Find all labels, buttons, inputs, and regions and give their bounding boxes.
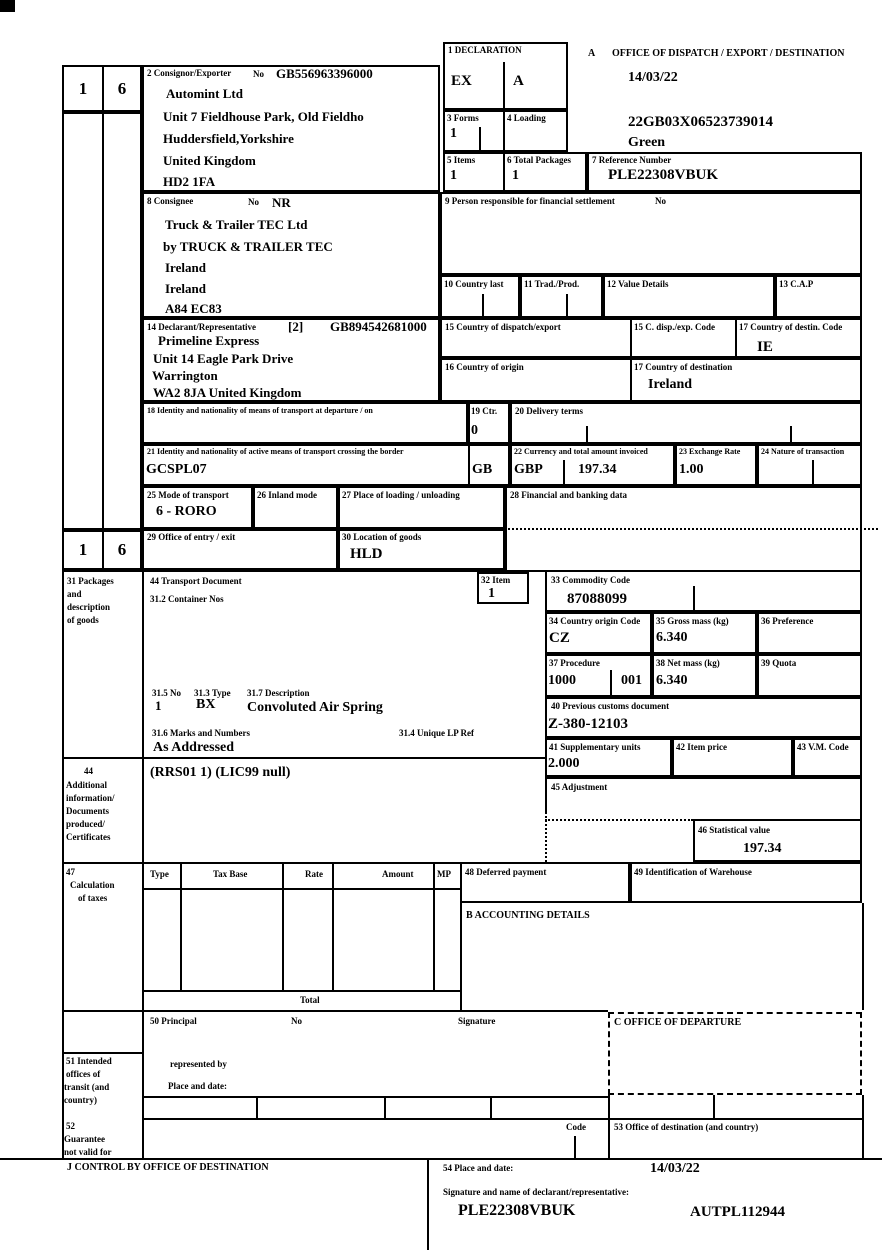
- box14-address-line: Unit 14 Eagle Park Drive: [153, 351, 294, 366]
- col44-label-line: Additional: [66, 780, 108, 790]
- box21-value: GCSPL07: [146, 462, 207, 477]
- box36-label: 36 Preference: [761, 616, 814, 626]
- box2-address-line: HD2 1FA: [163, 174, 216, 189]
- box39-label: 39 Quota: [761, 658, 797, 668]
- box8-address-line: Truck & Trailer TEC Ltd: [165, 217, 308, 232]
- box1-declaration-type: EX: [451, 73, 472, 89]
- box25-value: 6 - RORO: [156, 504, 217, 519]
- sectionC-label: C OFFICE OF DEPARTURE: [614, 1017, 742, 1028]
- box22-label: 22 Currency and total amount invoiced: [514, 447, 648, 456]
- box31-2-label: 31.2 Container Nos: [150, 594, 224, 604]
- box31-6-label: 31.6 Marks and Numbers: [152, 728, 251, 738]
- box14-label: 14 Declarant/Representative: [147, 322, 257, 332]
- tax-header-rate: Rate: [305, 869, 323, 879]
- box44t-label: 44 Transport Document: [150, 576, 242, 586]
- box17-label: 17 Country of destination: [634, 362, 733, 372]
- copy-number-1-mid: [62, 530, 104, 570]
- sectionA-date: 14/03/22: [628, 70, 678, 85]
- col47-label-line: 47: [66, 867, 75, 877]
- copy-number-1-mid-text: 1: [78, 540, 88, 559]
- col44-label-line: 44: [84, 766, 93, 776]
- box2-address-line: Huddersfield,Yorkshire: [163, 131, 294, 146]
- box16-label: 16 Country of origin: [445, 362, 524, 372]
- sectionA-routing: Green: [628, 135, 666, 150]
- border-line: [62, 1010, 608, 1012]
- transit-table-line: [142, 1096, 608, 1098]
- box32-value: 1: [488, 586, 495, 601]
- col51-label-line: 51 Intended: [66, 1056, 112, 1066]
- box2-consignor-exporter: [142, 65, 440, 192]
- box21-divider-line: [468, 444, 470, 486]
- box54-signature-name: PLE22308VBUK: [458, 1202, 576, 1219]
- box18-label: 18 Identity and nationality of means of transport at departure / on: [147, 406, 373, 415]
- box38-value: 6.340: [656, 673, 688, 688]
- box5-value: 1: [450, 168, 457, 183]
- border-line: [862, 1095, 864, 1158]
- box31-5-label: 31.5 No: [152, 688, 181, 698]
- box14-address-line: Primeline Express: [158, 333, 260, 348]
- left-column-cell: [62, 112, 104, 530]
- box7-value: PLE22308VBUK: [608, 167, 719, 183]
- box1-divider-line: [503, 62, 505, 110]
- box50-signature-label: Signature: [458, 1016, 496, 1026]
- dotted-line: [545, 819, 693, 821]
- box3-value: 1: [450, 126, 457, 141]
- box30-label: 30 Location of goods: [342, 532, 422, 542]
- tax-table-total-line: [142, 990, 460, 992]
- copy-number-6-text: 6: [117, 78, 127, 98]
- col51-label-line: transit (and: [64, 1082, 110, 1092]
- tick-mark: [566, 294, 568, 318]
- tick-mark: [479, 127, 481, 152]
- box17a-value: IE: [757, 339, 773, 355]
- col31-label-line: description: [67, 602, 111, 612]
- copy-number-1: [62, 65, 104, 112]
- box22-currency: GBP: [514, 462, 543, 477]
- sectionJ-label: J CONTROL BY OFFICE OF DESTINATION: [67, 1162, 269, 1173]
- box33-value: 87088099: [567, 591, 627, 607]
- box19-value: 0: [471, 423, 478, 438]
- box26-label: 26 Inland mode: [257, 490, 318, 500]
- box17a-label: 17 Country of destin. Code: [739, 322, 843, 332]
- border-line: [0, 1158, 882, 1160]
- tax-table-column-line: [282, 862, 284, 990]
- tick-mark: [790, 426, 792, 444]
- box44-value: (RRS01 1) (LIC99 null): [150, 765, 291, 780]
- tax-table-column-line: [332, 862, 334, 990]
- copy-number-6-mid-text: 6: [117, 540, 127, 559]
- col31-label-line: of goods: [67, 615, 99, 625]
- tick-mark: [574, 1136, 576, 1158]
- box41-value: 2.000: [548, 756, 580, 771]
- tax-total-label: Total: [300, 995, 320, 1005]
- border-line: [142, 570, 144, 1158]
- box54-signature-code: AUTPL112944: [690, 1204, 786, 1220]
- transit-table-line: [256, 1096, 258, 1118]
- box2-label: 2 Consignor/Exporter: [147, 68, 232, 78]
- box21-label: 21 Identity and nationality of active means of transport crossing the border: [147, 447, 404, 456]
- box25-label: 25 Mode of transport: [147, 490, 229, 500]
- tick-mark: [693, 586, 695, 612]
- box54-date: 14/03/22: [650, 1161, 700, 1176]
- tick-mark: [812, 460, 814, 486]
- box28-label: 28 Financial and banking data: [510, 490, 628, 500]
- box41-label: 41 Supplementary units: [549, 742, 641, 752]
- box17-value: Ireland: [648, 377, 693, 392]
- box40-label: 40 Previous customs document: [551, 701, 670, 711]
- col31-label-line: and: [67, 589, 82, 599]
- box54-signature-label: Signature and name of declarant/representative:: [443, 1187, 629, 1197]
- box29-label: 29 Office of entry / exit: [147, 532, 236, 542]
- box19-label: 19 Ctr.: [471, 406, 498, 416]
- col44-label-line: information/: [66, 793, 115, 803]
- box31-7-label: 31.7 Description: [247, 688, 310, 698]
- left-column-cell: [102, 112, 142, 530]
- tax-header-type: Type: [150, 869, 169, 879]
- tick-mark: [482, 294, 484, 318]
- box15a-label: 15 C. disp./exp. Code: [634, 322, 716, 332]
- box8-address-line: A84 EC83: [165, 301, 222, 316]
- tick-mark: [610, 670, 612, 697]
- box22-amount: 197.34: [578, 462, 617, 477]
- col44-label-line: Certificates: [66, 832, 111, 842]
- col47-label-line: Calculation: [70, 880, 115, 890]
- col52-label-line: Guarantee: [64, 1134, 105, 1144]
- border-line: [62, 1052, 142, 1054]
- box14-eori-value: GB894542681000: [330, 319, 427, 334]
- sectionA-mrn: 22GB03X06523739014: [628, 114, 774, 130]
- sectionA-letter: A: [588, 48, 596, 59]
- box35-value: 6.340: [656, 630, 688, 645]
- copy-number-1-text: 1: [78, 78, 88, 98]
- box4-label: 4 Loading: [507, 113, 546, 123]
- box14-code: [2]: [288, 319, 304, 334]
- transit-table-line: [384, 1096, 386, 1118]
- box8-consignee: [142, 192, 440, 318]
- box33-label: 33 Commodity Code: [551, 575, 630, 585]
- box2-no-label: No: [253, 69, 264, 79]
- box48-label: 48 Deferred payment: [465, 867, 547, 877]
- box11-label: 11 Trad./Prod.: [524, 279, 580, 289]
- col44-label-line: produced/: [66, 819, 105, 829]
- tick-mark: [586, 426, 588, 444]
- box37-label: 37 Procedure: [549, 658, 600, 668]
- sectionB-label: B ACCOUNTING DETAILS: [466, 910, 590, 921]
- box21-nationality: GB: [472, 462, 493, 477]
- transit-table-line: [490, 1096, 492, 1118]
- border-line: [62, 757, 545, 759]
- col51-label-line: country): [64, 1095, 97, 1105]
- box38-label: 38 Net mass (kg): [656, 658, 720, 668]
- col47-label-line: of taxes: [78, 893, 108, 903]
- box31-7-value: Convoluted Air Spring: [247, 700, 383, 715]
- box31-6-value: As Addressed: [153, 740, 235, 755]
- box8-address-line: Ireland: [165, 281, 206, 296]
- box9-label: 9 Person responsible for financial settlement: [445, 196, 615, 206]
- box45-label: 45 Adjustment: [551, 782, 608, 792]
- box9-no-label: No: [655, 196, 666, 206]
- box46-value: 197.34: [743, 841, 782, 856]
- box31-4-label: 31.4 Unique LP Ref: [399, 728, 475, 738]
- box2-address-line: United Kingdom: [163, 153, 256, 168]
- sectionA-title: OFFICE OF DISPATCH / EXPORT / DESTINATION: [612, 48, 845, 59]
- transit-table-line: [142, 1118, 862, 1120]
- box50-place-date-label: Place and date:: [168, 1081, 227, 1091]
- box8-address-line: by TRUCK & TRAILER TEC: [163, 239, 333, 254]
- box49-label: 49 Identification of Warehouse: [634, 867, 752, 877]
- box5-label: 5 Items: [447, 155, 476, 165]
- box10-label: 10 Country last: [444, 279, 504, 289]
- box35-label: 35 Gross mass (kg): [656, 616, 729, 626]
- box42-label: 42 Item price: [676, 742, 727, 752]
- col52-label-line: 52: [66, 1121, 75, 1131]
- box32-label: 32 Item: [481, 575, 511, 585]
- copy-number-6-mid: [102, 530, 142, 570]
- col51-label-line: offices of: [66, 1069, 101, 1079]
- col31-label-line: 31 Packages: [67, 576, 114, 586]
- box2-address-line: Automint Ltd: [166, 86, 243, 101]
- box12-label: 12 Value Details: [607, 279, 669, 289]
- box2-eori-value: GB556963396000: [276, 66, 373, 81]
- tax-table-header-line: [142, 888, 460, 890]
- box6-value: 1: [512, 168, 519, 183]
- border-line: [62, 570, 64, 1158]
- box23-label: 23 Exchange Rate: [679, 447, 741, 456]
- col52-label-line: not valid for: [64, 1147, 112, 1157]
- box24-label: 24 Nature of transaction: [761, 447, 845, 456]
- box50-represented-label: represented by: [170, 1059, 227, 1069]
- box50-label: 50 Principal: [150, 1016, 197, 1026]
- box37-value2: 001: [621, 673, 642, 688]
- box31-3-value: BX: [196, 697, 216, 712]
- box13-label: 13 C.A.P: [779, 279, 814, 289]
- box53-label: 53 Office of destination (and country): [614, 1122, 759, 1132]
- box34-value: CZ: [549, 630, 570, 646]
- tax-table-column-line: [433, 862, 435, 990]
- box43-label: 43 V.M. Code: [797, 742, 849, 752]
- tax-header-amount: Amount: [382, 869, 414, 879]
- box27-label: 27 Place of loading / unloading: [342, 490, 460, 500]
- box31-5-value: 1: [155, 698, 162, 713]
- box15-label: 15 Country of dispatch/export: [445, 322, 561, 332]
- box37-value1: 1000: [548, 673, 576, 688]
- corner-registration-mark: [0, 0, 15, 12]
- box52-code-label: Code: [566, 1122, 586, 1132]
- tax-table-column-line: [180, 862, 182, 990]
- tick-mark: [563, 460, 565, 486]
- box31-3-label: 31.3 Type: [194, 688, 231, 698]
- border-line: [427, 1158, 429, 1250]
- box8-id-value: NR: [272, 195, 291, 210]
- box8-label: 8 Consignee: [147, 196, 194, 206]
- box34-label: 34 Country origin Code: [549, 616, 641, 626]
- box14-address-line: WA2 8JA United Kingdom: [153, 385, 302, 400]
- box1-label: 1 DECLARATION: [448, 45, 522, 55]
- box40-value: Z-380-12103: [548, 716, 628, 732]
- box46-label: 46 Statistical value: [698, 825, 770, 835]
- copy-number-6: [102, 65, 142, 112]
- box1-declaration-subtype: A: [513, 73, 524, 89]
- box20-label: 20 Delivery terms: [515, 406, 583, 416]
- box7-label: 7 Reference Number: [592, 155, 672, 165]
- box2-address-line: Unit 7 Fieldhouse Park, Old Fieldho: [163, 109, 364, 124]
- col44-label-line: Documents: [66, 806, 109, 816]
- box6-label: 6 Total Packages: [507, 155, 572, 165]
- tax-header-taxbase: Tax Base: [213, 869, 248, 879]
- box3-label: 3 Forms: [447, 113, 479, 123]
- box8-address-line: Ireland: [165, 260, 206, 275]
- dotted-line: [505, 528, 878, 530]
- box50-no-label: No: [291, 1016, 302, 1026]
- transit-table-line: [713, 1095, 715, 1118]
- box8-no-label: No: [248, 197, 259, 207]
- border-line: [862, 903, 864, 1010]
- box23-value: 1.00: [679, 462, 704, 477]
- box54-label: 54 Place and date:: [443, 1163, 514, 1173]
- box14-address-line: Warrington: [152, 368, 218, 383]
- transit-table-line: [608, 1095, 610, 1158]
- box30-value: HLD: [350, 546, 383, 562]
- tax-header-mp: MP: [437, 869, 451, 879]
